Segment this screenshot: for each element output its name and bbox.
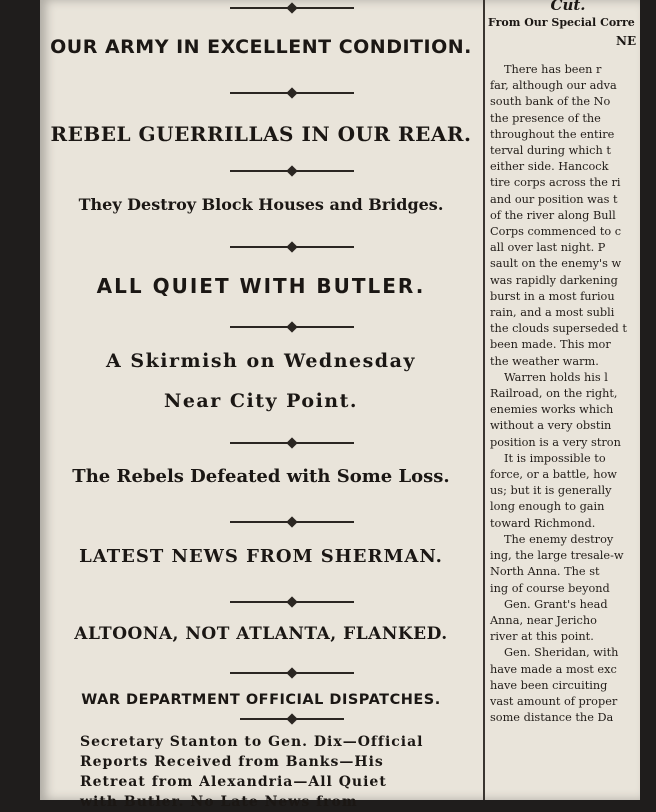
rule-ornament	[240, 718, 344, 720]
article-line: some distance the Da	[490, 711, 614, 725]
article-line: Gen. Grant's head	[504, 597, 608, 611]
article-line: tire corps across the ri	[490, 176, 621, 190]
rule-ornament	[230, 170, 354, 172]
article-line: force, or a battle, how	[490, 468, 617, 482]
newspaper-page	[40, 0, 640, 810]
article-line: Anna, near Jericho	[490, 613, 597, 627]
deck-line: Secretary Stanton to Gen. Dix—Official	[80, 734, 424, 750]
rule-ornament	[230, 246, 354, 248]
byline: From Our Special Corre	[488, 16, 635, 29]
article-line: been made. This mor	[490, 338, 611, 352]
column-rule	[483, 0, 485, 800]
article-line: There has been r	[504, 63, 602, 76]
deck-line: Retreat from Alexandria—All Quiet	[80, 774, 387, 790]
article-line: Corps commenced to c	[490, 225, 622, 239]
article-line: sault on the enemy's w	[490, 257, 622, 271]
article-line: ing, the large tresale-w	[490, 549, 624, 563]
article-line: all over last night. P	[490, 241, 606, 255]
article-line: position is a very stron	[490, 435, 621, 449]
article-line: long enough to gain	[490, 500, 605, 514]
article-line: ing of course beyond	[490, 581, 610, 595]
article-line: Warren holds his l	[504, 370, 608, 384]
rule-ornament	[230, 442, 354, 444]
headline: A Skirmish on Wednesday	[106, 350, 416, 372]
rule-ornament	[230, 672, 354, 674]
article-line: burst in a most furiou	[490, 289, 615, 303]
article-line: river at this point.	[490, 630, 594, 644]
article-line: North Anna. The st	[490, 565, 600, 579]
article-line: Railroad, on the right,	[490, 387, 618, 401]
rule-ornament	[230, 326, 354, 328]
article-line: was rapidly darkening	[490, 273, 618, 287]
article-line: far, although our adva	[490, 79, 617, 93]
article-line: have been circuiting	[490, 678, 608, 692]
headline: LATEST NEWS FROM SHERMAN.	[79, 546, 443, 567]
article-line: south bank of the No	[490, 95, 611, 109]
article-line: enemies works which	[490, 403, 614, 417]
article-column	[488, 0, 648, 800]
rule-ornament	[230, 521, 354, 523]
headline: OUR ARMY IN EXCELLENT CONDITION.	[50, 36, 472, 58]
article-line: The enemy destroy	[504, 532, 614, 546]
rule-ornament	[230, 7, 354, 9]
article-body	[490, 62, 650, 726]
article-line: of the river along Bull	[490, 208, 616, 222]
headline: ALL QUIET WITH BUTLER.	[96, 274, 426, 298]
headline-deck	[80, 732, 480, 812]
article-line: vast amount of proper	[490, 694, 618, 708]
article-line: the weather warm.	[490, 354, 599, 368]
headline: The Rebels Defeated with Some Loss.	[72, 466, 450, 487]
article-line: have made a most exc	[490, 662, 617, 676]
article-line: toward Richmond.	[490, 516, 596, 530]
headline: ALTOONA, NOT ATLANTA, FLANKED.	[74, 624, 448, 644]
article-line: throughout the entire	[490, 127, 615, 141]
rule-ornament	[230, 601, 354, 603]
article-line: the clouds superseded t	[490, 322, 627, 336]
headline: Near City Point.	[163, 390, 359, 412]
article-line: It is impossible to	[504, 451, 606, 465]
headline: WAR DEPARTMENT OFFICIAL DISPATCHES.	[81, 692, 441, 708]
article-line: terval during which t	[490, 144, 611, 158]
article-line: us; but it is generally	[490, 484, 612, 498]
headline: REBEL GUERRILLAS IN OUR REAR.	[50, 122, 472, 146]
column-header: Cut.	[550, 0, 586, 14]
rule-ornament	[230, 92, 354, 94]
headline: They Destroy Block Houses and Bridges.	[78, 195, 444, 214]
article-line: Gen. Sheridan, with	[504, 646, 619, 660]
article-line: and our position was t	[490, 192, 618, 206]
deck-line: with Butler. No Late News from	[80, 794, 358, 810]
dateline: NE	[616, 34, 637, 48]
article-line: the presence of the	[490, 111, 601, 125]
headline-column	[40, 0, 482, 810]
deck-line: Reports Received from Banks—His	[80, 754, 384, 770]
article-line: rain, and a most subli	[490, 306, 615, 320]
article-line: without a very obstin	[490, 419, 612, 433]
article-line: either side. Hancock	[490, 160, 609, 174]
